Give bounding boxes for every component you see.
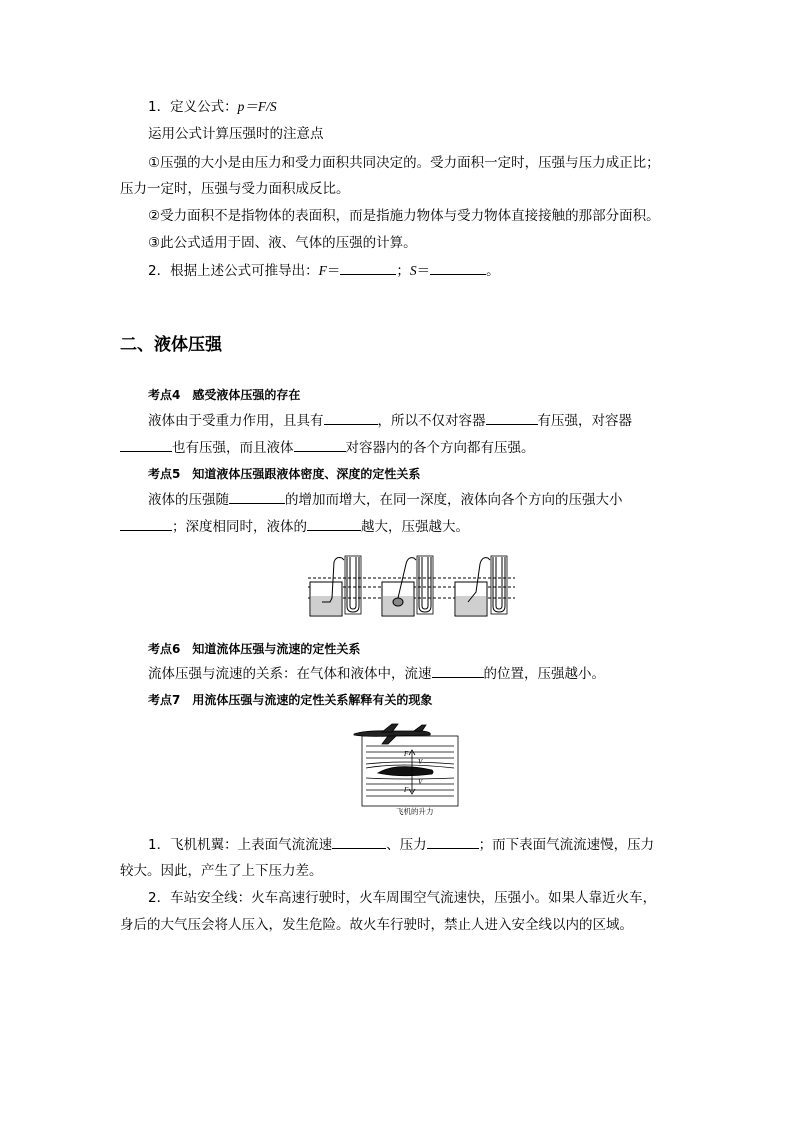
blank-k5-3[interactable]: [307, 517, 361, 531]
formula: p＝F/S: [237, 99, 277, 114]
formula-label: 1．定义公式：: [148, 99, 238, 115]
app-1-line-1: 1．飞机机翼：上表面气流流速 、压力 ；而下表面气流流速慢，压力: [148, 837, 655, 853]
section-heading: 二、液体压强: [120, 335, 222, 355]
k5-line-2: ；深度相同时，液体的 越大，压强越大。: [120, 517, 469, 536]
app-1-line-2: 较大。因此，产生了上下压力差。: [120, 863, 323, 879]
notes-title: 运用公式计算压强时的注意点: [148, 126, 324, 142]
blank-s[interactable]: [430, 261, 486, 275]
blank-f[interactable]: [340, 261, 396, 275]
note-3: ③此公式适用于固、液、气体的压强的计算。: [148, 235, 417, 251]
figure-label-v-top: V: [418, 758, 423, 766]
blank-k5-1[interactable]: [229, 490, 285, 504]
kaodian-7-title: 考点7 用流体压强与流速的定性关系解释有关的现象: [148, 693, 433, 707]
k6-line-1: 流体压强与流速的关系：在气体和液体中，流速 的位置，压强越小。: [148, 666, 605, 682]
note-1-line-2: 压力一定时，压强与受力面积成反比。: [120, 181, 350, 197]
blank-k7-1[interactable]: [332, 835, 386, 849]
figure-label-f-top: F: [404, 750, 409, 758]
figure-label-f-bottom: F: [404, 786, 409, 794]
blank-k6-1[interactable]: [432, 664, 484, 678]
liquid-pressure-experiment-figure: [300, 552, 522, 620]
note-1-line-1: ①压强的大小是由压力和受力面积共同决定的。受力面积一定时，压强与压力成正比；: [148, 155, 660, 171]
blank-k4-1[interactable]: [324, 411, 378, 425]
blank-k7-2[interactable]: [427, 835, 479, 849]
figure-caption: 飞机的升力: [396, 807, 434, 816]
derive-line: 2．根据上述公式可推导出：F＝ ；S＝ 。: [148, 263, 500, 279]
kaodian-4-title: 考点4 感受液体压强的存在: [148, 388, 301, 402]
blank-k4-3[interactable]: [120, 438, 172, 452]
app-2-line-2: 身后的大气压会将人压入，发生危险。故火车行驶时，禁止人进入安全线以内的区域。: [120, 917, 633, 933]
k5-line-1: 液体的压强随 的增加而增大，在同一深度，液体向各个方向的压强大小: [148, 492, 623, 508]
formula-line: [148, 98, 277, 116]
note-2: ②受力面积不是指物体的表面积，而是指施力物体与受力物体直接接触的那部分面积。: [148, 208, 660, 224]
app-2-line-1: 2．车站安全线：火车高速行驶时，火车周围空气流速快，压强小。如果人靠近火车，: [148, 890, 657, 906]
k4-line-1: 液体由于受重力作用，且具有 ，所以不仅对容器 有压强，对容器: [148, 413, 632, 429]
airplane-lift-figure: [352, 722, 464, 818]
blank-k5-2[interactable]: [120, 517, 172, 531]
kaodian-5-title: 考点5 知道液体压强跟液体密度、深度的定性关系: [148, 467, 421, 481]
k4-line-2: 也有压强，而且液体 对容器内的各个方向都有压强。: [120, 438, 535, 457]
blank-k4-4[interactable]: [294, 438, 346, 452]
blank-k4-2[interactable]: [486, 411, 538, 425]
kaodian-6-title: 考点6 知道流体压强与流速的定性关系: [148, 642, 361, 656]
figure-label-v-bottom: V: [418, 778, 423, 786]
